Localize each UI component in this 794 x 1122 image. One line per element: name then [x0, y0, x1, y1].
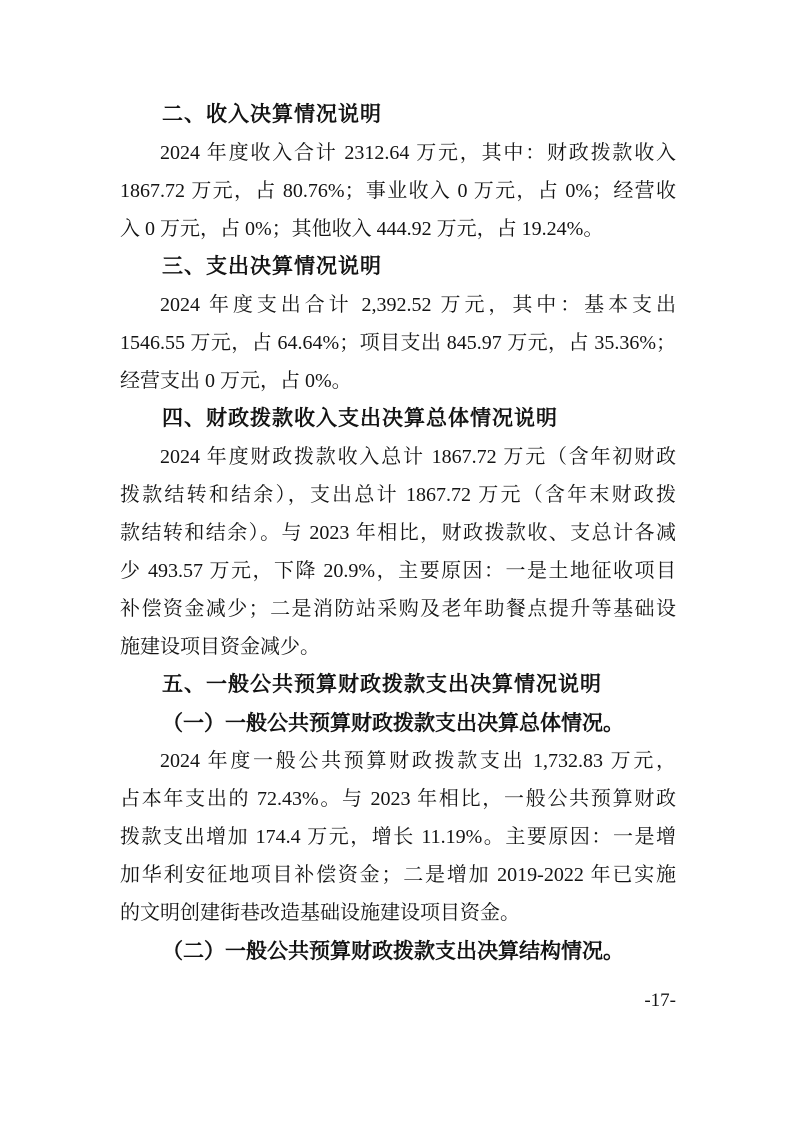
paragraph-line: 的文明创建街巷改造基础设施建设项目资金。 [120, 902, 520, 924]
paragraph-line: 经营支出 0 万元，占 0%。 [120, 370, 352, 392]
paragraph-line: 2024 年度收入合计 2312.64 万元，其中：财政拨款收入 [160, 142, 676, 164]
paragraph-line: 2024 年度支出合计 2,392.52 万元，其中：基本支出 [160, 294, 676, 316]
paragraph-line: 施建设项目资金减少。 [120, 636, 320, 658]
subsection-heading-overall-situation: （一）一般公共预算财政拨款支出决算总体情况。 [162, 711, 624, 735]
paragraph-line: 占本年支出的 72.43%。与 2023 年相比，一般公共预算财政 [120, 788, 676, 810]
paragraph-line: 拨款支出增加 174.4 万元，增长 11.19%。主要原因：一是增 [120, 826, 676, 848]
paragraph-line: 1867.72 万元，占 80.76%；事业收入 0 万元，占 0%；经营收 [120, 180, 676, 202]
section-heading-general-public-budget: 五、一般公共预算财政拨款支出决算情况说明 [162, 673, 602, 696]
paragraph-line: 款结转和结余）。与 2023 年相比，财政拨款收、支总计各减 [120, 522, 676, 544]
section-heading-fiscal-appropriation-overall: 四、财政拨款收入支出决算总体情况说明 [162, 407, 558, 430]
page-number: -17- [644, 990, 676, 1011]
paragraph-line: 补偿资金减少；二是消防站采购及老年助餐点提升等基础设 [120, 598, 676, 620]
section-heading-income: 二、收入决算情况说明 [162, 103, 382, 126]
paragraph-line: 2024 年度一般公共预算财政拨款支出 1,732.83 万元， [160, 750, 676, 772]
document-body [120, 96, 676, 970]
paragraph-line: 加华利安征地项目补偿资金；二是增加 2019-2022 年已实施 [120, 864, 676, 886]
paragraph-line: 2024 年度财政拨款收入总计 1867.72 万元（含年初财政 [160, 446, 676, 468]
paragraph-line: 少 493.57 万元，下降 20.9%，主要原因：一是土地征收项目 [120, 560, 676, 582]
subsection-heading-structure-situation: （二）一般公共预算财政拨款支出决算结构情况。 [162, 939, 624, 963]
paragraph-line: 入 0 万元，占 0%；其他收入 444.92 万元，占 19.24%。 [120, 218, 604, 240]
section-heading-expenditure: 三、支出决算情况说明 [162, 255, 382, 278]
paragraph-line: 1546.55 万元，占 64.64%；项目支出 845.97 万元，占 35.36%； [120, 332, 676, 354]
paragraph-line: 拨款结转和结余），支出总计 1867.72 万元（含年末财政拨 [120, 484, 676, 506]
